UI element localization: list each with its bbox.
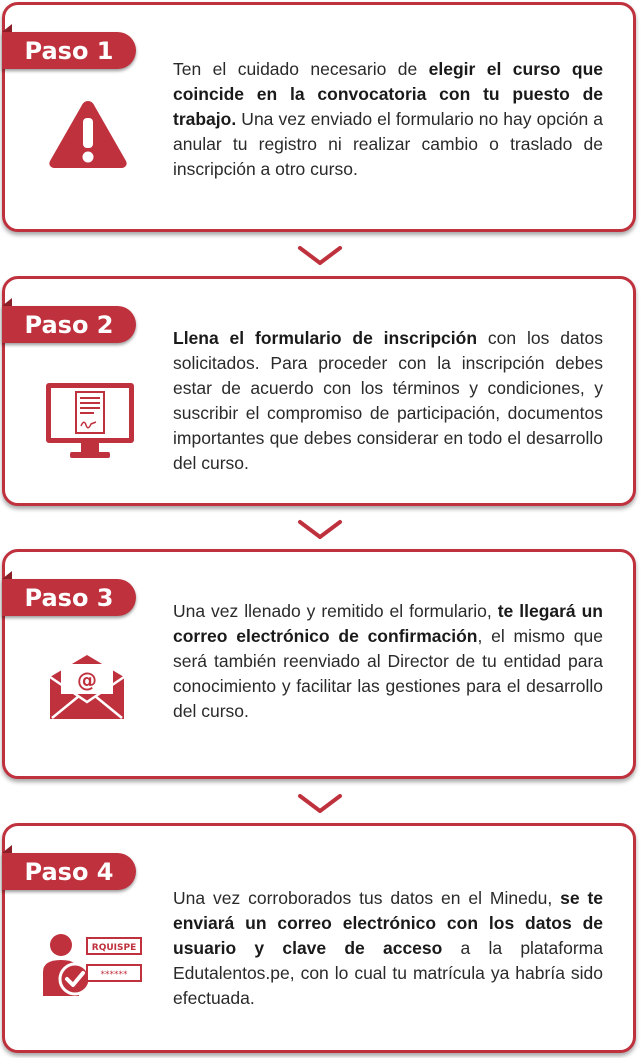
step-text-1-part-1: Ten el cuidado necesario de bbox=[173, 59, 429, 79]
step-label-2: Paso 2 bbox=[2, 306, 136, 343]
step-card-4 bbox=[2, 823, 636, 1053]
step-text-4-part-3: a la plataforma Edutalentos.pe, con lo cual tu matrícula ya habría sido efectuada. bbox=[173, 938, 603, 1008]
step-text-1 bbox=[173, 57, 603, 182]
password-text: ****** bbox=[100, 970, 128, 980]
step-text-4-part-1: Una vez corroborados tus datos en el Minedu, bbox=[173, 888, 561, 908]
step-text-3-part-3: , el mismo que será también reenviado al Director de tu entidad para conocimiento y facilitar las gestiones para el desarrollo del curso. bbox=[173, 626, 604, 721]
username-text: RQUISPE bbox=[91, 943, 137, 953]
step-label-1: Paso 1 bbox=[2, 32, 136, 69]
step-text-4-part-2: se te enviará un correo electrónico con los datos de usuario y clave de acceso bbox=[173, 888, 604, 958]
chevron-down-icon bbox=[296, 519, 344, 541]
warning-icon bbox=[47, 98, 129, 170]
step-label-3: Paso 3 bbox=[2, 579, 136, 616]
step-text-2-part-2: con los datos solicitados. Para proceder con la inscripción debes estar de acuerdo con los términos y condiciones, y suscribir el compromiso de participación, documentos importantes que debes considerar en todo el desarrollo del curso. bbox=[173, 328, 604, 473]
step-text-4 bbox=[173, 886, 603, 1011]
step-text-3 bbox=[173, 599, 603, 724]
step-text-1-part-3: Una vez enviado el formulario no hay opción a anular tu registro ni realizar cambio o traslado de inscripción a otro curso. bbox=[173, 109, 603, 179]
monitor-form-icon bbox=[44, 381, 136, 461]
step-text-1-part-2: elegir el curso que coincide en la convocatoria con tu puesto de trabajo. bbox=[173, 59, 604, 129]
step-card-1 bbox=[2, 2, 636, 232]
chevron-down-icon bbox=[296, 245, 344, 267]
step-label-4: Paso 4 bbox=[2, 853, 136, 890]
email-icon bbox=[47, 652, 127, 722]
user-credentials-icon bbox=[41, 932, 145, 1002]
step-text-3-part-2: te llegará un correo electrónico de confirmación bbox=[173, 601, 603, 646]
step-text-3-part-1: Una vez llenado y remitido el formulario, bbox=[173, 601, 498, 621]
step-card-3 bbox=[2, 549, 636, 779]
svg-text:@: @ bbox=[77, 668, 97, 692]
step-text-2-part-1: Llena el formulario de inscripción bbox=[173, 328, 478, 348]
chevron-down-icon bbox=[296, 793, 344, 815]
step-card-2 bbox=[2, 276, 636, 506]
step-text-2 bbox=[173, 326, 603, 476]
